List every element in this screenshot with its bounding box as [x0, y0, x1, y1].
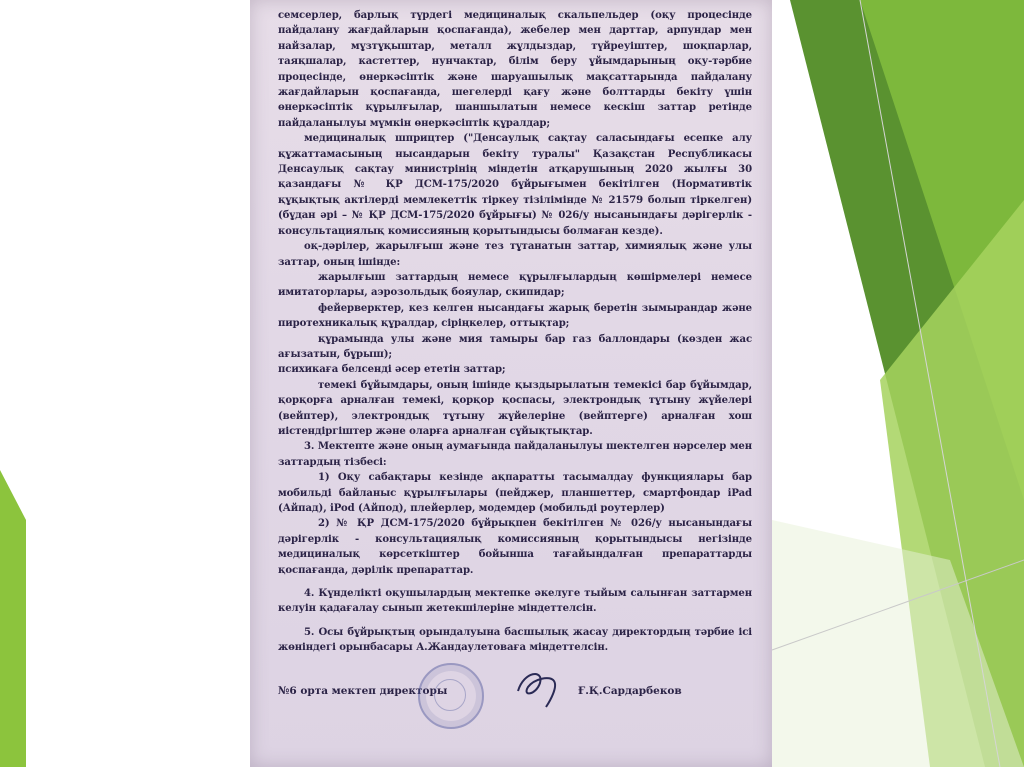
paragraph-syringes: медициналық шприцтер ("Денсаулық сақтау саласындағы есепке алу құжаттамасының нысандарын бекіту туралы" Қазақстан Республикасы Денсаулық сақтау министрінің міндетін атқарушының 2020 жылғы 30 қазандағы № ҚР ДСМ-175/2020 бұйрығымен бекітілген (Нормативтік құқықтық актілерді мемлекеттік тіркеу тізілімінде № 21579 болып тіркелген) (бұдан әрі – № ҚР ДСМ-175/2020 бұйрығы) № 026/у нысанындағы дәрігерлік - консультациялық комиссияның қорытындысы болмаған кезде).: [278, 133, 752, 237]
document-body: [278, 8, 752, 656]
paragraph-explosive-copies: жарылғыш заттардың немесе құрылғылардың көшірмелері немесе имитаторлары, аэрозольдық бояулар, скипидар;: [278, 271, 752, 299]
signer-name: Ғ.Қ.Сардарбеков: [578, 685, 682, 697]
paragraph-weapons: семсерлер, барлық түрдегі медициналық скальпельдер (оқу процесінде пайдалану жағдайларын қоспағанда), жебелер мен дарттар, арпундар мен найзалар, мұзтұқыштар, металл жұлдыздар, түйреуіштер, шоқпарлар, таяқшалар, кастеттер, нунчактар, білім беру ұйымдарының оқу-тәрбие процесінде, өнеркәсіптік және шаруашылық мақсаттарында пайдалану жағдайларын қоспағанда, шегелерді қағу және болттарды бекіту үшін өнеркәсіптік құрылғылар, шаншылатын немесе кескіш заттар ретінде пайдаланылуы мүмкін өнеркәсіптік құралдар;: [278, 10, 752, 129]
official-stamp: [418, 663, 484, 729]
paragraph-item-1: 1) Оқу сабақтары кезінде ақпаратты тасымалдау функциялары бар мобильді байланыс құрылғылары (пейджер, планшеттер, смартфондар iPad (Айпад), iPod (Айпод), плейерлер, модемдер (мобильді роутерлер): [278, 472, 752, 514]
paragraph-item-2: 2) № ҚР ДСМ-175/2020 бұйрықпен бекітілген № 026/у нысанындағы дәрігерлік - консультациялық комиссияның қорытындысы негізінде медициналық көрсеткіштер бойынша тағайындалған препараттарды қоспағанда, дәрілік препараттар.: [278, 518, 752, 576]
paragraph-section-3: 3. Мектепте және оның аумағында пайдаланылуы шектелген нәрселер мен заттардың тізбесі:: [278, 441, 752, 468]
paragraph-section-4: 4. Күнделікті оқушылардың мектепке әкелуге тыйым салынған заттармен келуін қадағалау сынып жетекшілеріне міндеттелсін.: [278, 588, 752, 615]
left-green-strip: [0, 470, 26, 767]
paragraph-gas-cylinders: құрамында улы және мия тамыры бар газ баллондары (көзден жас ағызатын, бұрыш);: [278, 333, 752, 360]
paragraph-fireworks: фейерверктер, кез келген нысандағы жарық беретін зымырандар және пиротехникалық құралдар, сіріңкелер, оттықтар;: [278, 302, 752, 330]
paragraph-tobacco: темекі бұйымдары, оның ішінде қыздырылатын темекісі бар бұйымдар, қорқорға арналған темекі, қорқор қоспасы, электрондық тұтыну жүйелері (вейптер), электрондық тұтыну жүйелеріне (вейптерге) арналған хош иістендіргіштер және оларға арналған сұйықтықтар.: [278, 379, 752, 437]
signature-block: [278, 681, 752, 721]
director-title: №6 орта мектеп директоры: [278, 685, 448, 697]
document-photo: [250, 0, 772, 767]
paragraph-psychoactive: психикаға белсенді әсер ететін заттар;: [278, 364, 506, 376]
paragraph-section-5: 5. Осы бұйрықтың орындалуына басшылық жасау директордың тәрбие ісі жөніндегі орынбасары А.Жандаулетоваға міндеттелсін.: [278, 626, 752, 654]
handwritten-signature: [510, 661, 570, 711]
paragraph-ammunition: оқ-дәрілер, жарылғыш және тез тұтанатын заттар, химиялық және улы заттар, оның ішінде:: [278, 241, 752, 268]
